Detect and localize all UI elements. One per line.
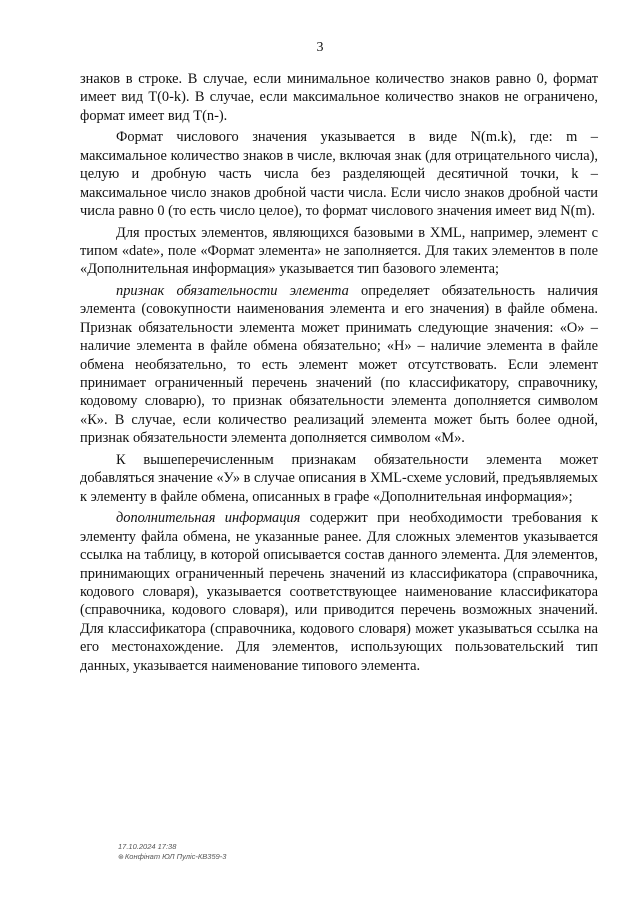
paragraph-text: Для простых элементов, являющихся базовыми в XML, например, элемент с типом «date», поле «Формат элемента» не заполняется. Для таких элементов в поле «Дополнительная информация» указывается тип базового элемента; <box>80 224 598 278</box>
paragraph-text: содержит при необходимости требования к элементу файла обмена, не указанные ранее. Для сложных элементов указывается ссылка на таблицу, в которой описывается состав данного элемента. Для элементов, принимающих ограниченный перечень значений из классификатора (справочника, кодового словаря), указывается соответствующее наименование классификатора (справочника, кодового словаря), или приводится перечень возможных значений. Для классификатора (справочника, кодового словаря) может указываться ссылка на его местонахождение. Для элементов, использующих пользовательский тип данных, указывается наименование типового элемента. <box>80 510 598 674</box>
stamp-signer-line <box>118 852 226 863</box>
paragraph <box>80 282 598 448</box>
stamp-signer: Конфінат ЮЛ Пуліс-КВ359-3 <box>124 852 227 861</box>
term-italic: дополнительная информация <box>116 510 301 527</box>
paragraph-text: Формат числового значения указывается в виде N(m.k), где: m – максимальное количество знаков в числе, включая знак (для отрицательного числа), целую и дробную часть числа без разделяющей десятичной точки, k – максимальное число знаков дробной части числа. Если число знаков дробной части числа равно 0 (то есть число целое), то формат числового значения имеет вид N(m). <box>80 129 598 220</box>
paragraph <box>80 509 598 675</box>
document-body <box>80 70 598 675</box>
paragraph-text: определяет обязательность наличия элемента (совокупности наименования элемента и его значения) в файле обмена. Признак обязательности элемента может принимать следующие значения: «О» – наличие элемента в файле обмена обязательно; «Н» – наличие элемента в файле обмена необязательно, то есть элемент может отсутствовать. Если элемент принимает ограниченный перечень значений (по классификатору, справочнику, кодовому словарю), то признак обязательности элемента дополняется символом «К». В случае, если количество реализаций элемента может быть более одной, признак обязательности элемента дополняется символом «М». <box>80 283 598 447</box>
term-italic: признак обязательности элемента <box>116 283 349 300</box>
paragraph <box>80 70 598 125</box>
paragraph <box>80 224 598 279</box>
page-number: 3 <box>316 40 324 55</box>
paragraph-text: К вышеперечисленным признакам обязательности элемента может добавляться значение «У» в случае описания в XML-схеме условий, предъявляемых к элементу в файле обмена, описанных в графе «Дополнительная информация»; <box>80 451 598 505</box>
paragraph <box>80 128 598 220</box>
seal-icon: ⊛ <box>118 854 124 861</box>
signature-stamp <box>118 842 226 863</box>
paragraph-text: знаков в строке. В случае, если минимальное количество знаков равно 0, формат имеет вид T(0-k). В случае, если максимальное количество знаков не ограничено, формат имеет вид T(n-). <box>80 71 598 124</box>
stamp-timestamp: 17.10.2024 17:38 <box>118 842 177 851</box>
paragraph <box>80 451 598 506</box>
